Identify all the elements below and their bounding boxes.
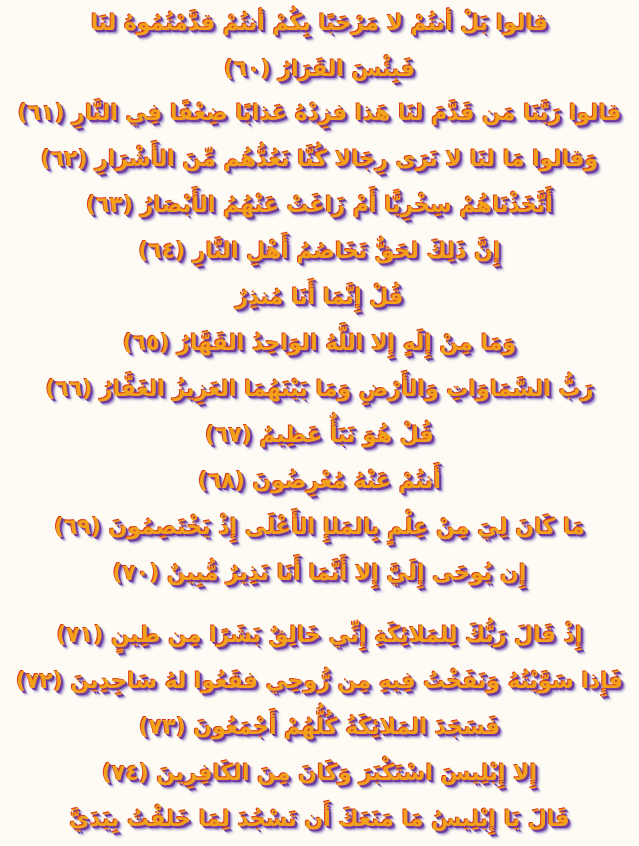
- verse-line: إِن يُوحَى إِلَيَّ إِلا أَنَّمَا أَنَا نَذِيرٌ مُّبِينٌ (٧٠): [112, 561, 527, 586]
- verse-line: إِلا إِبْلِيسَ اسْتَكْبَرَ وَكَانَ مِنَ الكَافِرِينَ (٧٤): [101, 761, 538, 786]
- verse-line: أَنتُمْ عَنْهُ مُعْرِضُونَ (٦٨): [198, 469, 441, 494]
- verse-line: قالوا بَلْ أنتُمْ لا مَرْحَبًا بِكُمْ أنتُمْ قدَّمْتُمُوهُ لنَا: [90, 11, 549, 36]
- verse-line: إِذْ قَالَ رَبُّكَ لِلمَلائِكَةِ إِنِّي خَالِقٌ بَشَرًا مِن طِينٍ (٧١): [56, 623, 583, 648]
- verse-line: مَا كَانَ لِيَ مِنْ عِلْمٍ بِالمَلإِ الأَعْلَى إِذْ يَخْتَصِمُونَ (٦٩): [54, 515, 585, 540]
- verse-line: وَقالوا مَا لنَا لا نَرَى رِجَالا كُنَّا نَعُدُّهُم مِّنَ الأَشْرَارِ (٦٢): [40, 147, 599, 172]
- verse-line: قُلْ إِنَّمَا أَنَا مُنذِرٌ: [235, 285, 404, 310]
- verse-line: فَإِذا سَوَّيْتُهُ وَنَفَخْتُ فِيهِ مِن رُّوحِي فقَعُوا لهُ سَاجِدِينَ (٧٢): [15, 669, 624, 694]
- verse-line: رَبُّ السَّمَاوَاتِ وَالأَرْضِ وَمَا بَيْنَهُمَا العَزِيزُ الغَفَّارُ (٦٦): [45, 377, 594, 402]
- verse-line: وَمَا مِنْ إِلَهٍ إِلا اللَّهُ الوَاحِدُ القَهَّارُ (٦٥): [122, 331, 517, 356]
- verse-line: إِنَّ ذَلِكَ لحَقٌّ تَخَاصُمُ أَهْلِ النَّارِ (٦٤): [138, 239, 501, 264]
- verse-line: قُلْ هُوَ نَبَأٌ عَظِيمٌ (٦٧): [205, 423, 434, 448]
- verse-line: فَبِئْسَ القَرَارُ (٦٠): [223, 57, 416, 82]
- verse-line: أَتَّخَذْنَاهُمْ سِخْرِيًّا أَمْ زَاغَتْ عَنْهُمُ الأَبْصَارُ (٦٣): [86, 193, 553, 218]
- verse-line: قالوا رَبَّنَا مَن قَدَّمَ لنَا هَذا فزِدْهُ عَذابًا ضِعْفًا فِي النَّارِ (٦١): [17, 101, 622, 126]
- verse-line: قَالَ يَا إِبْلِيسُ مَا مَنَعَكَ أَن تَسْجُدَ لِمَا خَلقْتُ بِيَدَيَّ: [69, 807, 570, 832]
- verse-line: فَسَجَدَ المَلائِكَةُ كُلُّهُمْ أَجْمَعُونَ (٧٣): [138, 715, 501, 740]
